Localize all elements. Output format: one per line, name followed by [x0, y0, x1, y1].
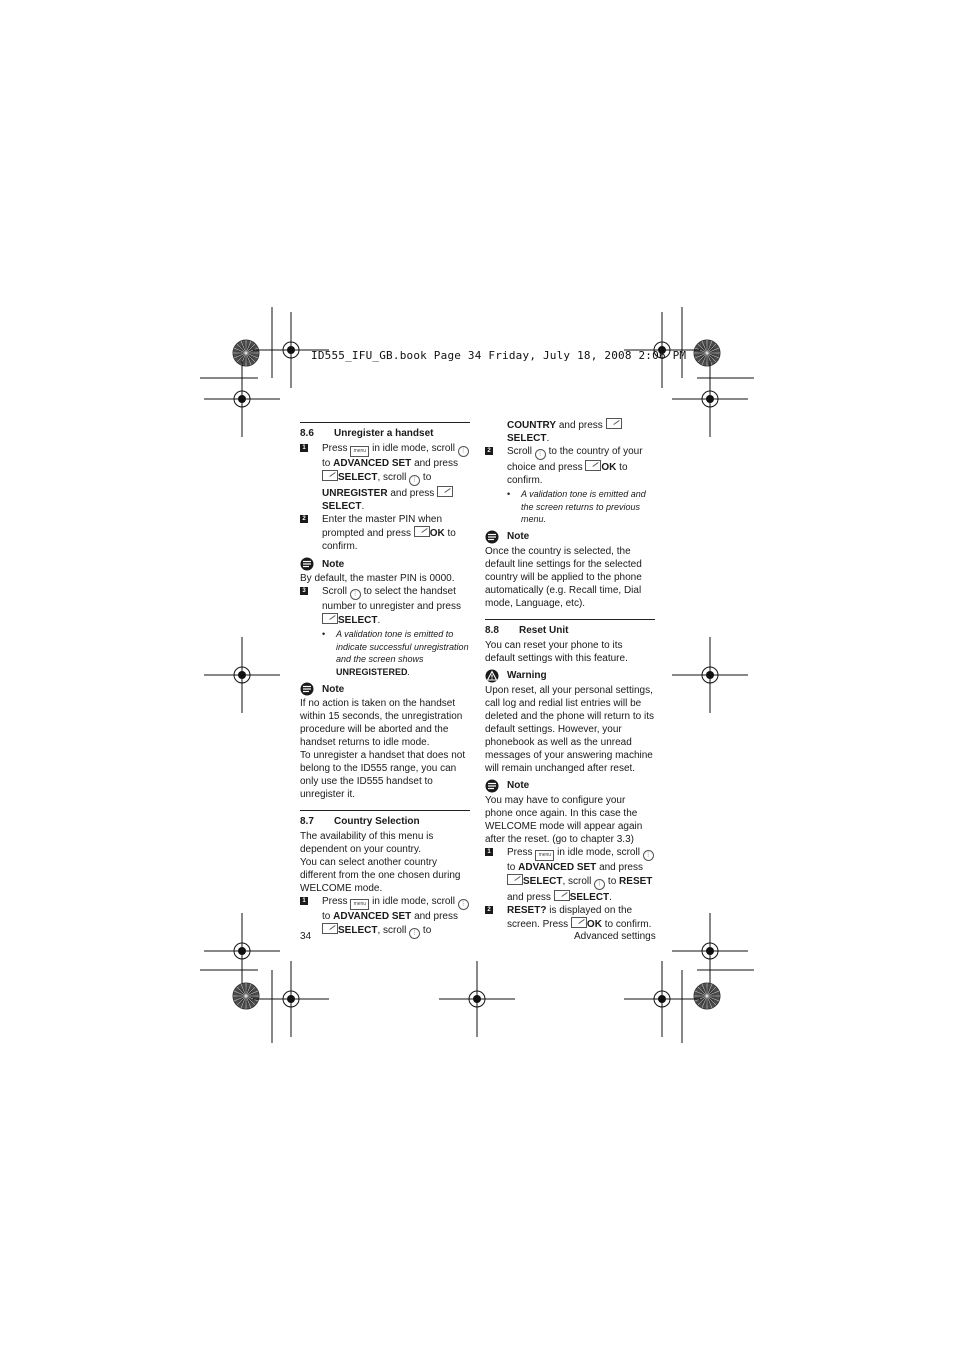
- softkey-icon: [606, 418, 622, 429]
- step-item: 3 Scroll ⋮ to select the handset number to unregister and press SELECT.: [300, 585, 470, 627]
- softkey-icon: [554, 890, 570, 901]
- scroll-key-icon: ⋮: [594, 879, 605, 890]
- step-item: 2 RESET? is displayed on the screen. Press OK to confirm.: [485, 904, 655, 931]
- scroll-key-icon: ⋮: [350, 589, 361, 600]
- scroll-key-icon: ⋮: [409, 928, 420, 939]
- body-text: The availability of this menu is dependent on your country.: [300, 831, 434, 855]
- note-text: To unregister a handset that does not belong to the ID555 range, you can only use the ID555 handset to unregister it.: [300, 750, 466, 800]
- softkey-icon: [322, 613, 338, 624]
- warning-text: Upon reset, all your personal settings, call log and redial list entries will be deleted and the phone will return to its default settings. However, your phonebook as well as the unread messages of your answering machine will remain unchanged after reset.: [485, 684, 654, 774]
- bullet-item: • A validation tone is emitted and the screen returns to previous menu.: [507, 489, 646, 524]
- note-heading: Note: [485, 530, 655, 544]
- step-item: 2 Enter the master PIN when prompted and press OK to confirm.: [300, 513, 470, 553]
- section-rule: [485, 619, 655, 620]
- softkey-icon: [322, 470, 338, 481]
- softkey-icon: [507, 874, 523, 885]
- step-number: 1: [300, 444, 308, 452]
- page-number: 34: [300, 931, 312, 942]
- scroll-key-icon: ⋮: [458, 899, 469, 910]
- step-number: 1: [485, 848, 493, 856]
- note-text: You may have to configure your phone once again. In this case the WELCOME mode will appear again after the reset. (go to chapter 3.3): [485, 794, 643, 845]
- step-number: 1: [300, 897, 308, 905]
- step-number: 2: [485, 906, 493, 914]
- step-continuation: COUNTRY and press SELECT.: [485, 418, 655, 445]
- section-rule: [300, 422, 470, 423]
- step-item: 1 Press menu in idle mode, scroll ⋮ to ADVANCED SET and press SELECT, scroll ⋮ to UNREGISTER and press SELECT.: [300, 442, 470, 513]
- note-icon: [300, 682, 314, 696]
- note-heading: Note: [485, 779, 655, 793]
- note-text: If no action is taken on the handset within 15 seconds, the unregistration procedure will be aborted and the handset returns to idle mode.: [300, 698, 463, 748]
- step-item: 1 Press menu in idle mode, scroll ⋮ to ADVANCED SET and press SELECT, scroll ⋮ to: [300, 895, 470, 939]
- scroll-key-icon: ⋮: [643, 850, 654, 861]
- body-text: You can select another country different from the one chosen during WELCOME mode.: [300, 857, 461, 894]
- section-heading-8-7: 8.7 Country Selection: [300, 816, 420, 827]
- section-heading-8-6: 8.6 Unregister a handset: [300, 428, 434, 439]
- menu-key-icon: menu: [535, 850, 554, 861]
- softkey-icon: [414, 526, 430, 537]
- scroll-key-icon: ⋮: [409, 475, 420, 486]
- warning-icon: [485, 669, 499, 683]
- note-icon: [485, 779, 499, 793]
- softkey-icon: [437, 486, 453, 497]
- left-column: [300, 422, 470, 939]
- note-text: By default, the master PIN is 0000.: [300, 573, 455, 584]
- note-text: Once the country is selected, the default line settings for the selected country will be applied to the phone automatically (e.g. Recall time, Dial mode, Language, etc).: [485, 545, 642, 609]
- step-number: 2: [300, 515, 308, 523]
- print-header: ID555_IFU_GB.book Page 34 Friday, July 18, 2008 2:06 PM: [311, 349, 687, 362]
- scroll-key-icon: ⋮: [458, 446, 469, 457]
- note-icon: [485, 530, 499, 544]
- note-heading: Note: [300, 682, 470, 696]
- note-heading: Note: [300, 557, 470, 571]
- step-item: 2 Scroll ⋮ to the country of your choice and press OK to confirm.: [485, 445, 655, 487]
- bullet-item: • A validation tone is emitted to indicate successful unregistration and the screen shows UNREGISTERED.: [322, 629, 469, 677]
- step-number: 3: [300, 587, 308, 595]
- warning-heading: Warning: [485, 669, 655, 683]
- softkey-icon: [571, 917, 587, 928]
- scroll-key-icon: ⋮: [535, 449, 546, 460]
- menu-key-icon: menu: [350, 446, 369, 457]
- softkey-icon: [585, 460, 601, 471]
- softkey-icon: [322, 923, 338, 934]
- menu-key-icon: menu: [350, 899, 369, 910]
- body-text: You can reset your phone to its default settings with this feature.: [485, 639, 628, 664]
- note-icon: [300, 557, 314, 571]
- right-column: [485, 418, 655, 931]
- section-rule: [300, 810, 470, 811]
- section-heading-8-8: 8.8 Reset Unit: [485, 624, 569, 636]
- footer-section-title: Advanced settings: [574, 931, 656, 942]
- step-item: 1 Press menu in idle mode, scroll ⋮ to ADVANCED SET and press SELECT, scroll ⋮ to RESET and press SELECT.: [485, 846, 655, 904]
- step-number: 2: [485, 447, 493, 455]
